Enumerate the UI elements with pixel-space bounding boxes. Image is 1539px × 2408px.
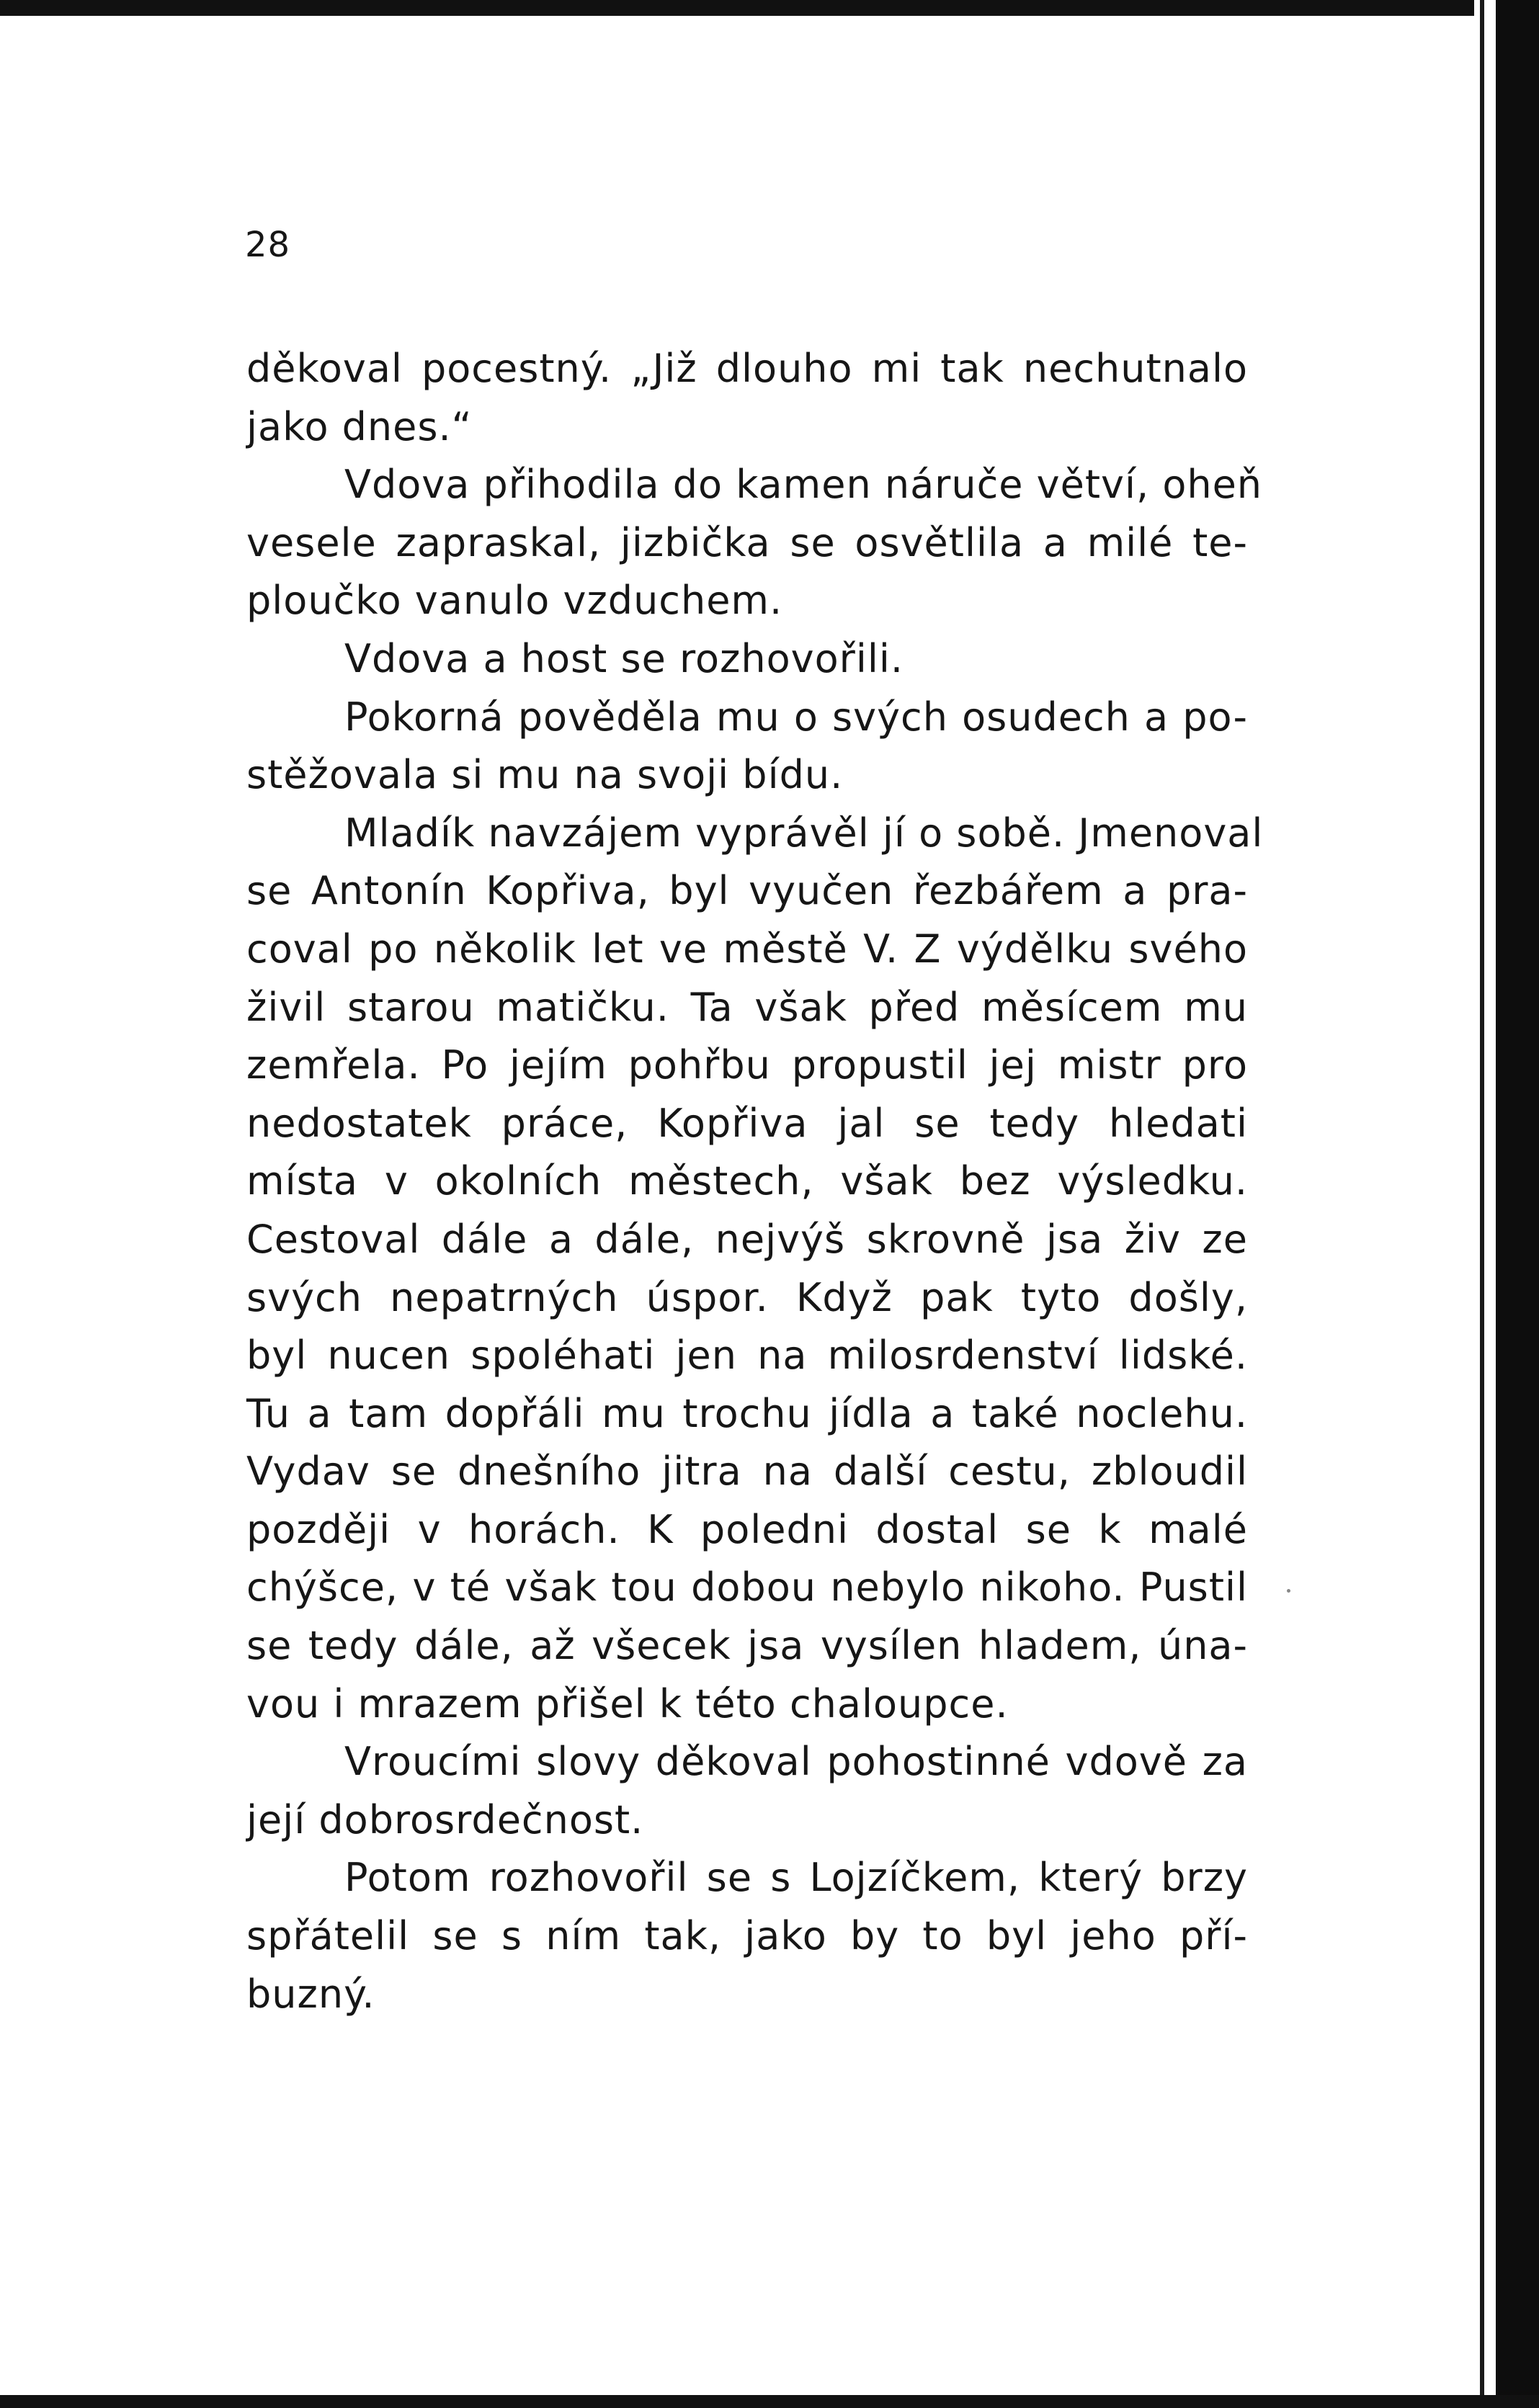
page-number: 28 <box>245 225 291 265</box>
text-line: se tedy dále, až všecek jsa vysílen hladem, úna- <box>246 1623 1248 1669</box>
text-line: stěžovala si mu na svoji bídu. <box>246 752 844 798</box>
scan-bottom-border <box>0 2395 1539 2408</box>
text-line: Cestoval dále a dále, nejvýš skrovně jsa živ ze <box>246 1216 1248 1262</box>
text-line: Mladík navzájem vyprávěl jí o sobě. Jmenoval <box>344 810 1264 856</box>
text-line: buzný. <box>246 1971 375 2017</box>
text-line: děkoval pocestný. „Již dlouho mi tak nechutnalo <box>246 346 1248 391</box>
text-line: živil starou matičku. Ta však před měsícem mu <box>246 984 1248 1030</box>
text-line: ploučko vanulo vzduchem. <box>246 578 783 624</box>
text-line: Vydav se dnešního jitra na další cestu, zbloudil <box>246 1449 1248 1495</box>
text-line: coval po několik let ve městě V. Z výdělku svého <box>246 926 1248 972</box>
text-line: jako dnes.“ <box>246 403 473 449</box>
text-line: místa v okolních městech, však bez výsledku. <box>246 1158 1248 1204</box>
text-line: později v horách. K poledni dostal se k malé <box>246 1506 1248 1552</box>
text-line: Pokorná pověděla mu o svých osudech a po- <box>344 694 1248 740</box>
scan-top-border <box>0 0 1539 16</box>
text-line: její dobrosrdečnost. <box>246 1796 644 1843</box>
text-line: vesele zapraskal, jizbička se osvětlila a milé te- <box>246 519 1248 565</box>
text-line: se Antonín Kopřiva, byl vyučen řezbářem a pra- <box>246 868 1248 914</box>
text-line: Tu a tam dopřáli mu trochu jídla a také noclehu. <box>246 1390 1248 1436</box>
text-line: zemřela. Po jejím pohřbu propustil jej mistr pro <box>246 1042 1248 1088</box>
body-text <box>246 340 1264 2023</box>
text-line: Vdova přihodila do kamen náruče větví, oheň <box>344 462 1263 508</box>
scan-speck <box>1287 1589 1290 1593</box>
text-line: byl nucen spoléhati jen na milosrdenství lidské. <box>246 1333 1248 1379</box>
text-line: Vroucími slovy děkoval pohostinné vdově za <box>344 1739 1248 1785</box>
scan-right-edge <box>1474 0 1539 2408</box>
text-line: Potom rozhovořil se s Lojzíčkem, který brzy <box>344 1855 1248 1901</box>
text-line: Vdova a host se rozhovořili. <box>344 635 904 681</box>
text-line: svých nepatrných úspor. Když pak tyto došly, <box>246 1274 1248 1320</box>
text-line: chýšce, v té však tou dobou nebylo nikoho. Pustil <box>246 1565 1248 1611</box>
text-line: vou i mrazem přišel k této chaloupce. <box>246 1680 1009 1727</box>
text-line: nedostatek práce, Kopřiva jal se tedy hledati <box>246 1100 1248 1146</box>
text-line: spřátelil se s ním tak, jako by to byl jeho pří- <box>246 1913 1248 1959</box>
